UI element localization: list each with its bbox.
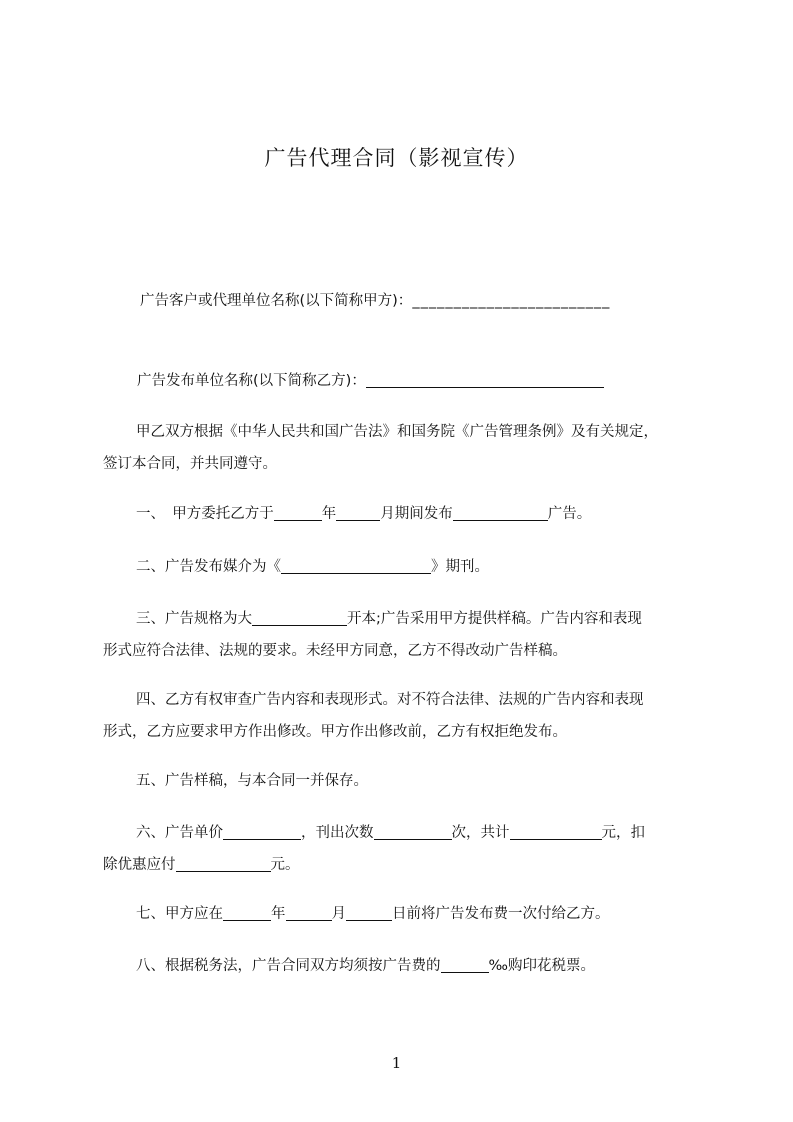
clause-6-text-b: ，刊出次数 [301,825,374,841]
page-number: 1 [391,1054,402,1072]
clause-7-text-b: 年 [271,906,286,922]
clause-5: 五、广告样稿，与本合同一并保存。 [136,773,368,789]
party-a-line [140,285,740,317]
count-blank [374,824,452,840]
party-b-line [137,365,737,397]
clause-2-text-b: 》期刊。 [431,559,489,575]
clause-6 [103,817,703,881]
payable-blank [176,856,271,872]
clause-3-line-1 [103,603,703,635]
total-blank [510,824,602,840]
clause-1 [103,498,736,530]
clause-3-line-2: 形式应符合法律、法规的要求。未经甲方同意，乙方不得改动广告样稿。 [103,643,567,659]
size-blank [252,610,347,626]
clause-3-text-a: 三、广告规格为大 [136,611,252,627]
clause-6-text-f: 元。 [270,857,300,873]
month-blank [336,505,380,521]
clause-1-text-a: 一、 甲方委托乙方于 [136,506,274,522]
intro-line-1: 甲乙双方根据《中华人民共和国广告法》和国务院《广告管理条例》及有关规定， [136,424,658,440]
party-b-label: 广告发布单位名称(以下简称乙方)： [137,373,366,389]
clause-2-text-a: 二、广告发布媒介为《 [136,559,281,575]
pay-day-blank [346,905,392,921]
intro-line-2: 签订本合同，并共同遵守。 [103,456,277,472]
clause-7-text-d: 日前将广告发布费一次付给乙方。 [392,906,610,922]
clause-1-text-c: 月期间发布 [380,506,453,522]
clause-6-text-e: 除优惠应付 [103,857,176,873]
clause-6-text-d: 元，扣 [601,825,645,841]
unit-price-blank [223,824,301,840]
clause-4-line-2: 形式，乙方应要求甲方作出修改。甲方作出修改前，乙方有权拒绝发布。 [103,724,567,740]
clause-6-text-a: 六、广告单价 [136,825,223,841]
year-blank [274,505,322,521]
clause-8-text-a: 八、根据税务法，广告合同双方均须按广告费的 [136,958,441,974]
clause-1-text-b: 年 [321,506,337,522]
pay-year-blank [223,905,271,921]
party-b-blank [366,372,604,388]
ad-blank [453,505,548,521]
clause-6-text-c: 次，共计 [451,825,510,841]
clause-7-text-c: 月 [331,906,346,922]
media-blank [281,558,431,574]
clause-2 [103,551,736,583]
clause-7-text-a: 七、甲方应在 [136,906,223,922]
clause-1-text-d: 广告。 [547,506,592,522]
intro-paragraph [103,416,703,480]
clause-4-line-1: 四、乙方有权审查广告内容和表现形式。对不符合法律、法规的广告内容和表现 [136,692,644,708]
clause-3-text-b: 开本;广告采用甲方提供样稿。广告内容和表现 [347,611,642,627]
clause-8 [103,950,736,982]
clause-8-text-b: ‰购印花税票。 [488,958,595,974]
document-title: 广告代理合同（影视宣传） [264,146,529,170]
clause-7 [103,898,736,930]
clause-3 [103,603,703,667]
pay-month-blank [286,905,332,921]
clause-6-line-2 [103,849,703,881]
party-a-blank: ________________________ [412,293,611,309]
tax-rate-blank [441,957,489,973]
clause-4 [103,684,703,748]
clause-6-line-1 [103,817,703,849]
party-a-label: 广告客户或代理单位名称(以下简称甲方)： [140,293,413,309]
